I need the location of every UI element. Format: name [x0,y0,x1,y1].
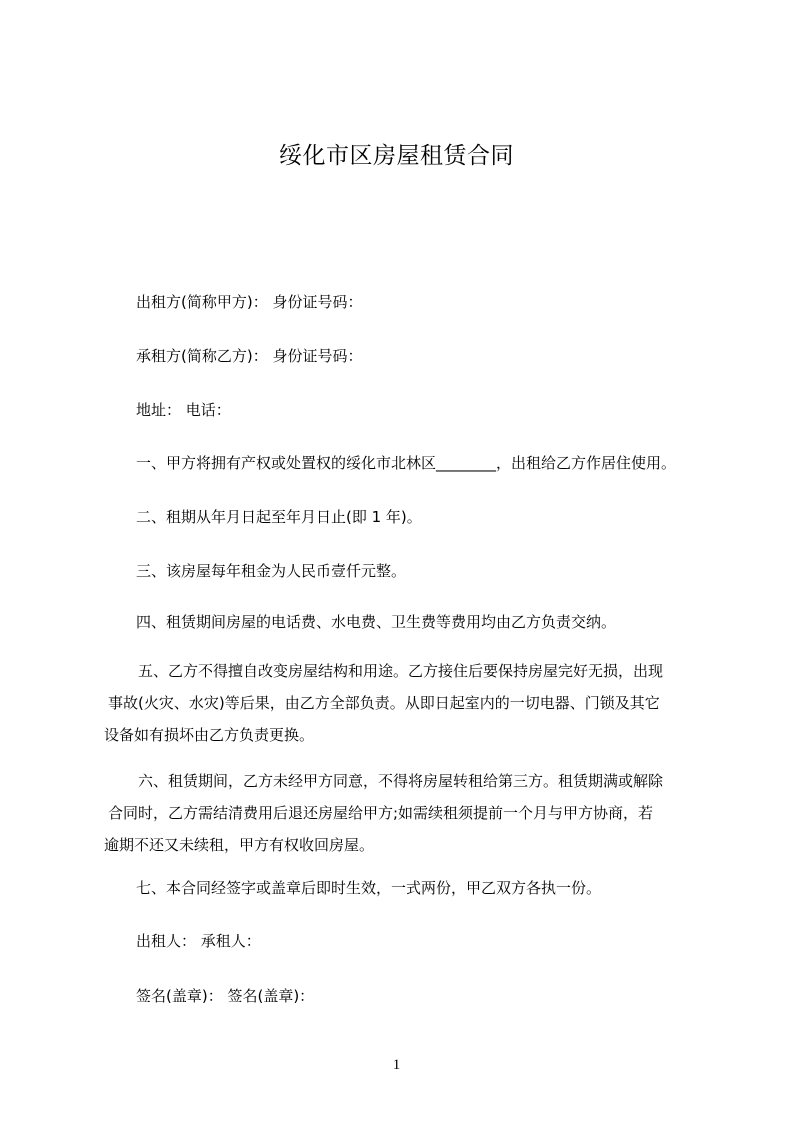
clause-1: 一、甲方将拥有产权或处置权的绥化市北林区________，出租给乙方作居住使用。 [136,454,677,472]
lessee-line: 承租方(简称乙方)： 身份证号码： [136,347,363,365]
parties-line: 出租人： 承租人： [136,932,261,950]
clause-6-line: 逾期不还又未续租，甲方有权收回房屋。 [104,836,375,854]
clause-5-line: 设备如有损坏由乙方负责更换。 [104,726,315,744]
clause-6-line: 六、租赁期间，乙方未经甲方同意，不得将房屋转租给第三方。租赁期满或解除 [138,772,664,790]
clause-6-line: 合同时，乙方需结清费用后退还房屋给甲方;如需续租须提前一个月与甲方协商，若 [108,804,654,822]
clause-3: 三、该房屋每年租金为人民币壹仟元整。 [136,562,407,580]
address-line: 地址： 电话： [136,401,231,419]
lessor-line: 出租方(简称甲方)： 身份证号码： [136,293,363,311]
clause-7: 七、本合同经签字或盖章后即时生效，一式两份，甲乙双方各执一份。 [136,879,602,897]
clause-6 [104,765,663,861]
clause-5-line: 五、乙方不得擅自改变房屋结构和用途。乙方接住后要保持房屋完好无损，出现 [138,662,664,680]
clause-5 [104,655,663,751]
page-number: 1 [392,1057,401,1073]
clause-5-line: 事故(火灾、水灾)等后果，由乙方全部负责。从即日起室内的一切电器、门锁及其它 [108,694,660,712]
signature-line: 签名(盖章)： 签名(盖章)： [136,987,315,1005]
contract-title: 绥化市区房屋租赁合同 [279,143,514,169]
clause-4: 四、租赁期间房屋的电话费、水电费、卫生费等费用均由乙方负责交纳。 [136,613,617,631]
clause-2: 二、租期从年月日起至年月日止(即 1 年)。 [136,508,422,526]
